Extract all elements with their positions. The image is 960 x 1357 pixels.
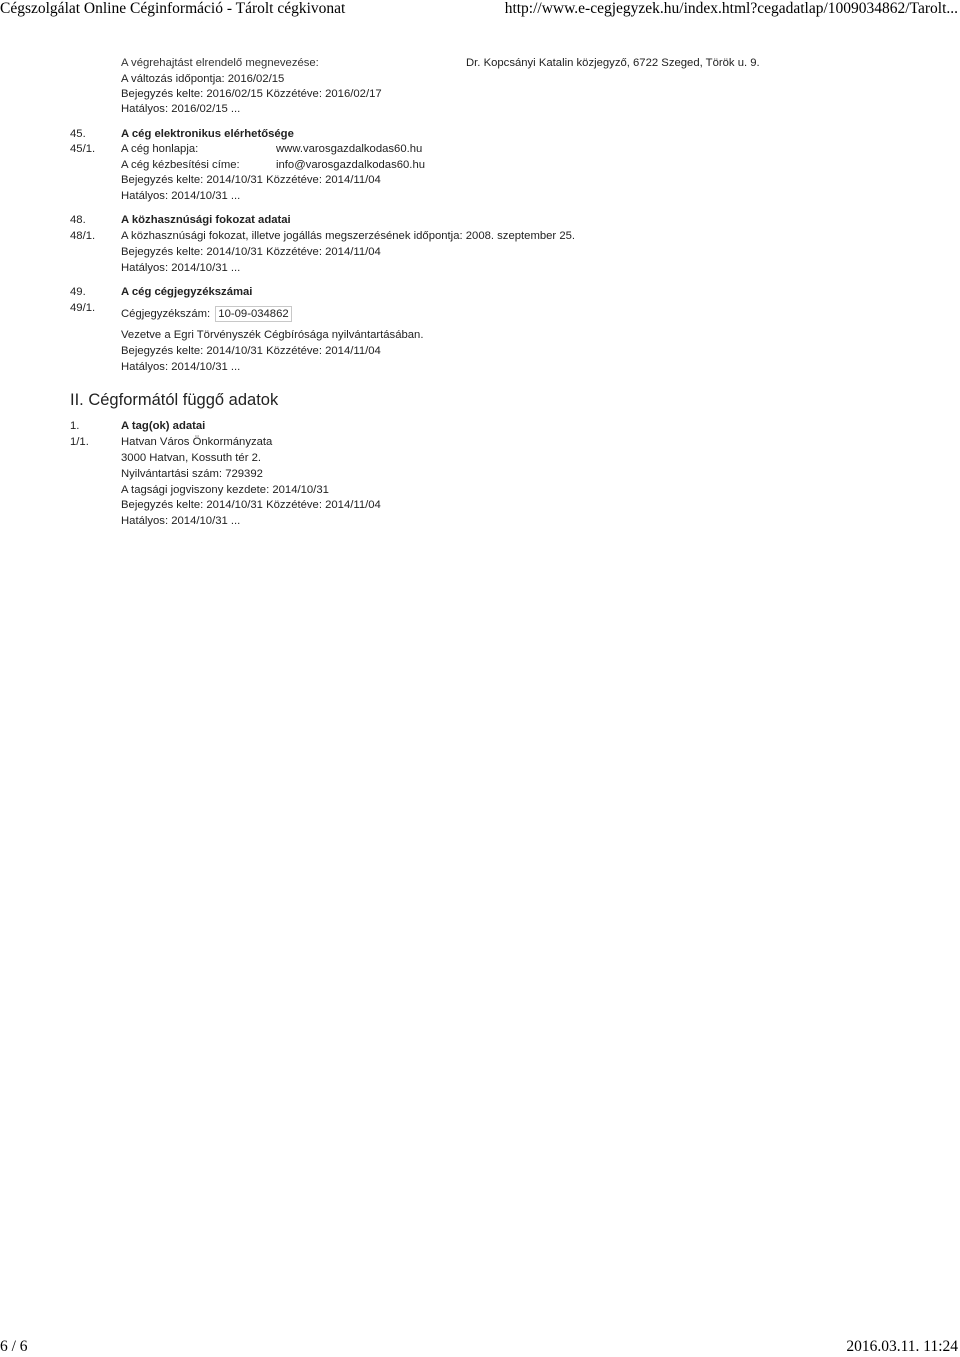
page-number: 6 / 6 xyxy=(0,1338,28,1355)
section-number: 1. xyxy=(70,420,80,432)
section-title: A közhasznúsági fokozat adatai xyxy=(121,214,291,226)
enforcement-value: Dr. Kopcsányi Katalin közjegyző, 6722 Szeged, Török u. 9. xyxy=(466,57,760,69)
effective-date: Hatályos: 2014/10/31 ... xyxy=(121,190,241,202)
section-number: 49. xyxy=(70,286,86,298)
effective-date: Hatályos: 2016/02/15 ... xyxy=(121,103,241,115)
section-title: A cég elektronikus elérhetősége xyxy=(121,128,294,140)
company-registration-number xyxy=(121,306,292,322)
subsection-number: 1/1. xyxy=(70,436,89,448)
change-date: A változás időpontja: 2016/02/15 xyxy=(121,73,285,85)
effective-date: Hatályos: 2014/10/31 ... xyxy=(121,262,241,274)
section-title: A cég cégjegyzékszámai xyxy=(121,286,253,298)
court-text: Vezetve a Egri Törvényszék Cégbírósága nyilvántartásában. xyxy=(121,329,424,341)
enforcement-label: A végrehajtást elrendelő megnevezése: xyxy=(121,57,319,69)
registration-number-label: Cégjegyzékszám: xyxy=(121,308,211,320)
public-benefit-text: A közhasznúsági fokozat, illetve jogállás megszerzésének időpontja: 2008. szeptember 25. xyxy=(121,230,576,242)
effective-date: Hatályos: 2014/10/31 ... xyxy=(121,361,241,373)
print-footer xyxy=(0,1338,960,1357)
email-link[interactable]: info@varosgazdalkodas60.hu xyxy=(276,159,426,171)
registration-info: Bejegyzés kelte: 2016/02/15 Közzétéve: 2016/02/17 xyxy=(121,88,382,100)
subsection-number: 45/1. xyxy=(70,143,96,155)
registration-info: Bejegyzés kelte: 2014/10/31 Közzétéve: 2014/11/04 xyxy=(121,499,381,511)
member-name: Hatvan Város Önkormányzata xyxy=(121,436,273,448)
part-title: II. Cégformától függő adatok xyxy=(70,391,279,409)
registration-number-value[interactable]: 10-09-034862 xyxy=(215,306,291,322)
section-number: 45. xyxy=(70,128,86,140)
member-reg-number: Nyilvántartási szám: 729392 xyxy=(121,468,263,480)
member-address: 3000 Hatvan, Kossuth tér 2. xyxy=(121,452,262,464)
print-page-title: Cégszolgálat Online Céginformáció - Tárolt cégkivonat xyxy=(0,0,346,17)
effective-date: Hatályos: 2014/10/31 ... xyxy=(121,515,241,527)
homepage-label: A cég honlapja: xyxy=(121,143,199,155)
registration-info: Bejegyzés kelte: 2014/10/31 Közzétéve: 2014/11/04 xyxy=(121,174,381,186)
registration-info: Bejegyzés kelte: 2014/10/31 Közzétéve: 2014/11/04 xyxy=(121,246,381,258)
subsection-number: 48/1. xyxy=(70,230,96,242)
email-label: A cég kézbesítési címe: xyxy=(121,159,240,171)
section-number: 48. xyxy=(70,214,86,226)
print-page-url: http://www.e-cegjegyzek.hu/index.html?cegadatlap/1009034862/Tarolt... xyxy=(504,0,958,17)
subsection-number: 49/1. xyxy=(70,302,96,314)
homepage-link[interactable]: www.varosgazdalkodas60.hu xyxy=(276,143,423,155)
print-timestamp: 2016.03.11. 11:24 xyxy=(846,1338,958,1355)
registration-info: Bejegyzés kelte: 2014/10/31 Közzétéve: 2014/11/04 xyxy=(121,345,381,357)
membership-start: A tagsági jogviszony kezdete: 2014/10/31 xyxy=(121,484,329,496)
section-title: A tag(ok) adatai xyxy=(121,420,206,432)
print-header xyxy=(0,0,960,22)
